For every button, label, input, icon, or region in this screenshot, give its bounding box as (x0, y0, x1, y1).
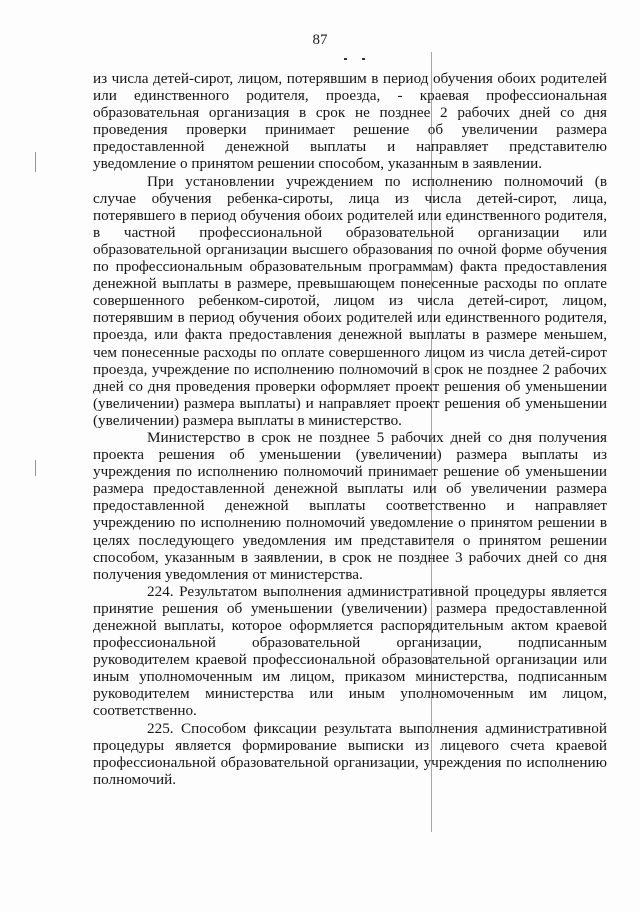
margin-mark (35, 460, 36, 476)
page-number: 87 (312, 32, 328, 48)
paragraph-continuation: из числа детей-сирот, лицом, потерявшим в период обучения обоих родителей или единственного родителя, проезда, - краевая профессиональная образовательная организация в срок не позднее 2 рабочих дней со дня проведения проверки принимает решение об увеличении размера предоставленной денежной выплаты и направляет представителю уведомление о принятом решении способом, указанным в заявлении. (93, 70, 607, 173)
margin-mark (35, 152, 36, 172)
paragraph-224: 224. Результатом выполнения административной процедуры является принятие решения об уменьшении (увеличении) размера предоставленной денежной выплаты, которое оформляется распорядительным актом краевой профессиональной образовательной организации, подписанным руководителем краевой профессиональной образовательной организации или иным уполномоченным им лицом, приказом министерства, подписанным руководителем министерства или иным уполномоченным им лицом, соответственно. (93, 582, 607, 720)
body-text (93, 70, 607, 788)
scan-dot (362, 58, 365, 60)
scan-dot (344, 58, 347, 60)
paragraph-225: 225. Способом фиксации результата выполнения административной процедуры является формирование выписки из лицевого счета краевой профессиональной образовательной организации, учреждения по исполнению полномочий. (93, 719, 607, 788)
paragraph: Министерство в срок не позднее 5 рабочих дней со дня получения проекта решения об уменьшении (увеличении) размера выплаты из учреждения по исполнению полномочий принимает решение об уменьшении размера предоставленной денежной выплаты или об увеличении размера предоставленной денежной выплаты соответственно и направляет учреждению по исполнению полномочий уведомление о принятом решении в целях последующего уведомления им представителя о принятом решении способом, указанным в заявлении, в срок не позднее 3 рабочих дней со дня получения уведомления от министерства. (93, 428, 607, 583)
paragraph: При установлении учреждением по исполнению полномочий (в случае обучения ребенка-сироты, лица из числа детей-сирот, лица, потерявшего в период обучения обоих родителей или единственного родителя, в частной профессиональной образовательной организации или образовательной организации высшего образования по очной форме обучения по профессиональным образовательным программам) факта предоставления денежной выплаты в размере, превышающем понесенные расходы по оплате совершенного ребенком-сиротой, лицом из числа детей-сирот, лицом, потерявшим в период обучения обоих родителей или единственного родителя, проезда, или факта предоставления денежной выплаты в размере меньшем, чем понесенные расходы по оплате совершенного лицом из числа детей-сирот проезда, учреждение по исполнению полномочий в срок не позднее 2 рабочих дней со дня проведения проверки оформляет проект решения об уменьшении (увеличении) размера выплаты) и направляет проект решения об уменьшении (увеличении) размера выплаты в министерство. (93, 172, 607, 429)
